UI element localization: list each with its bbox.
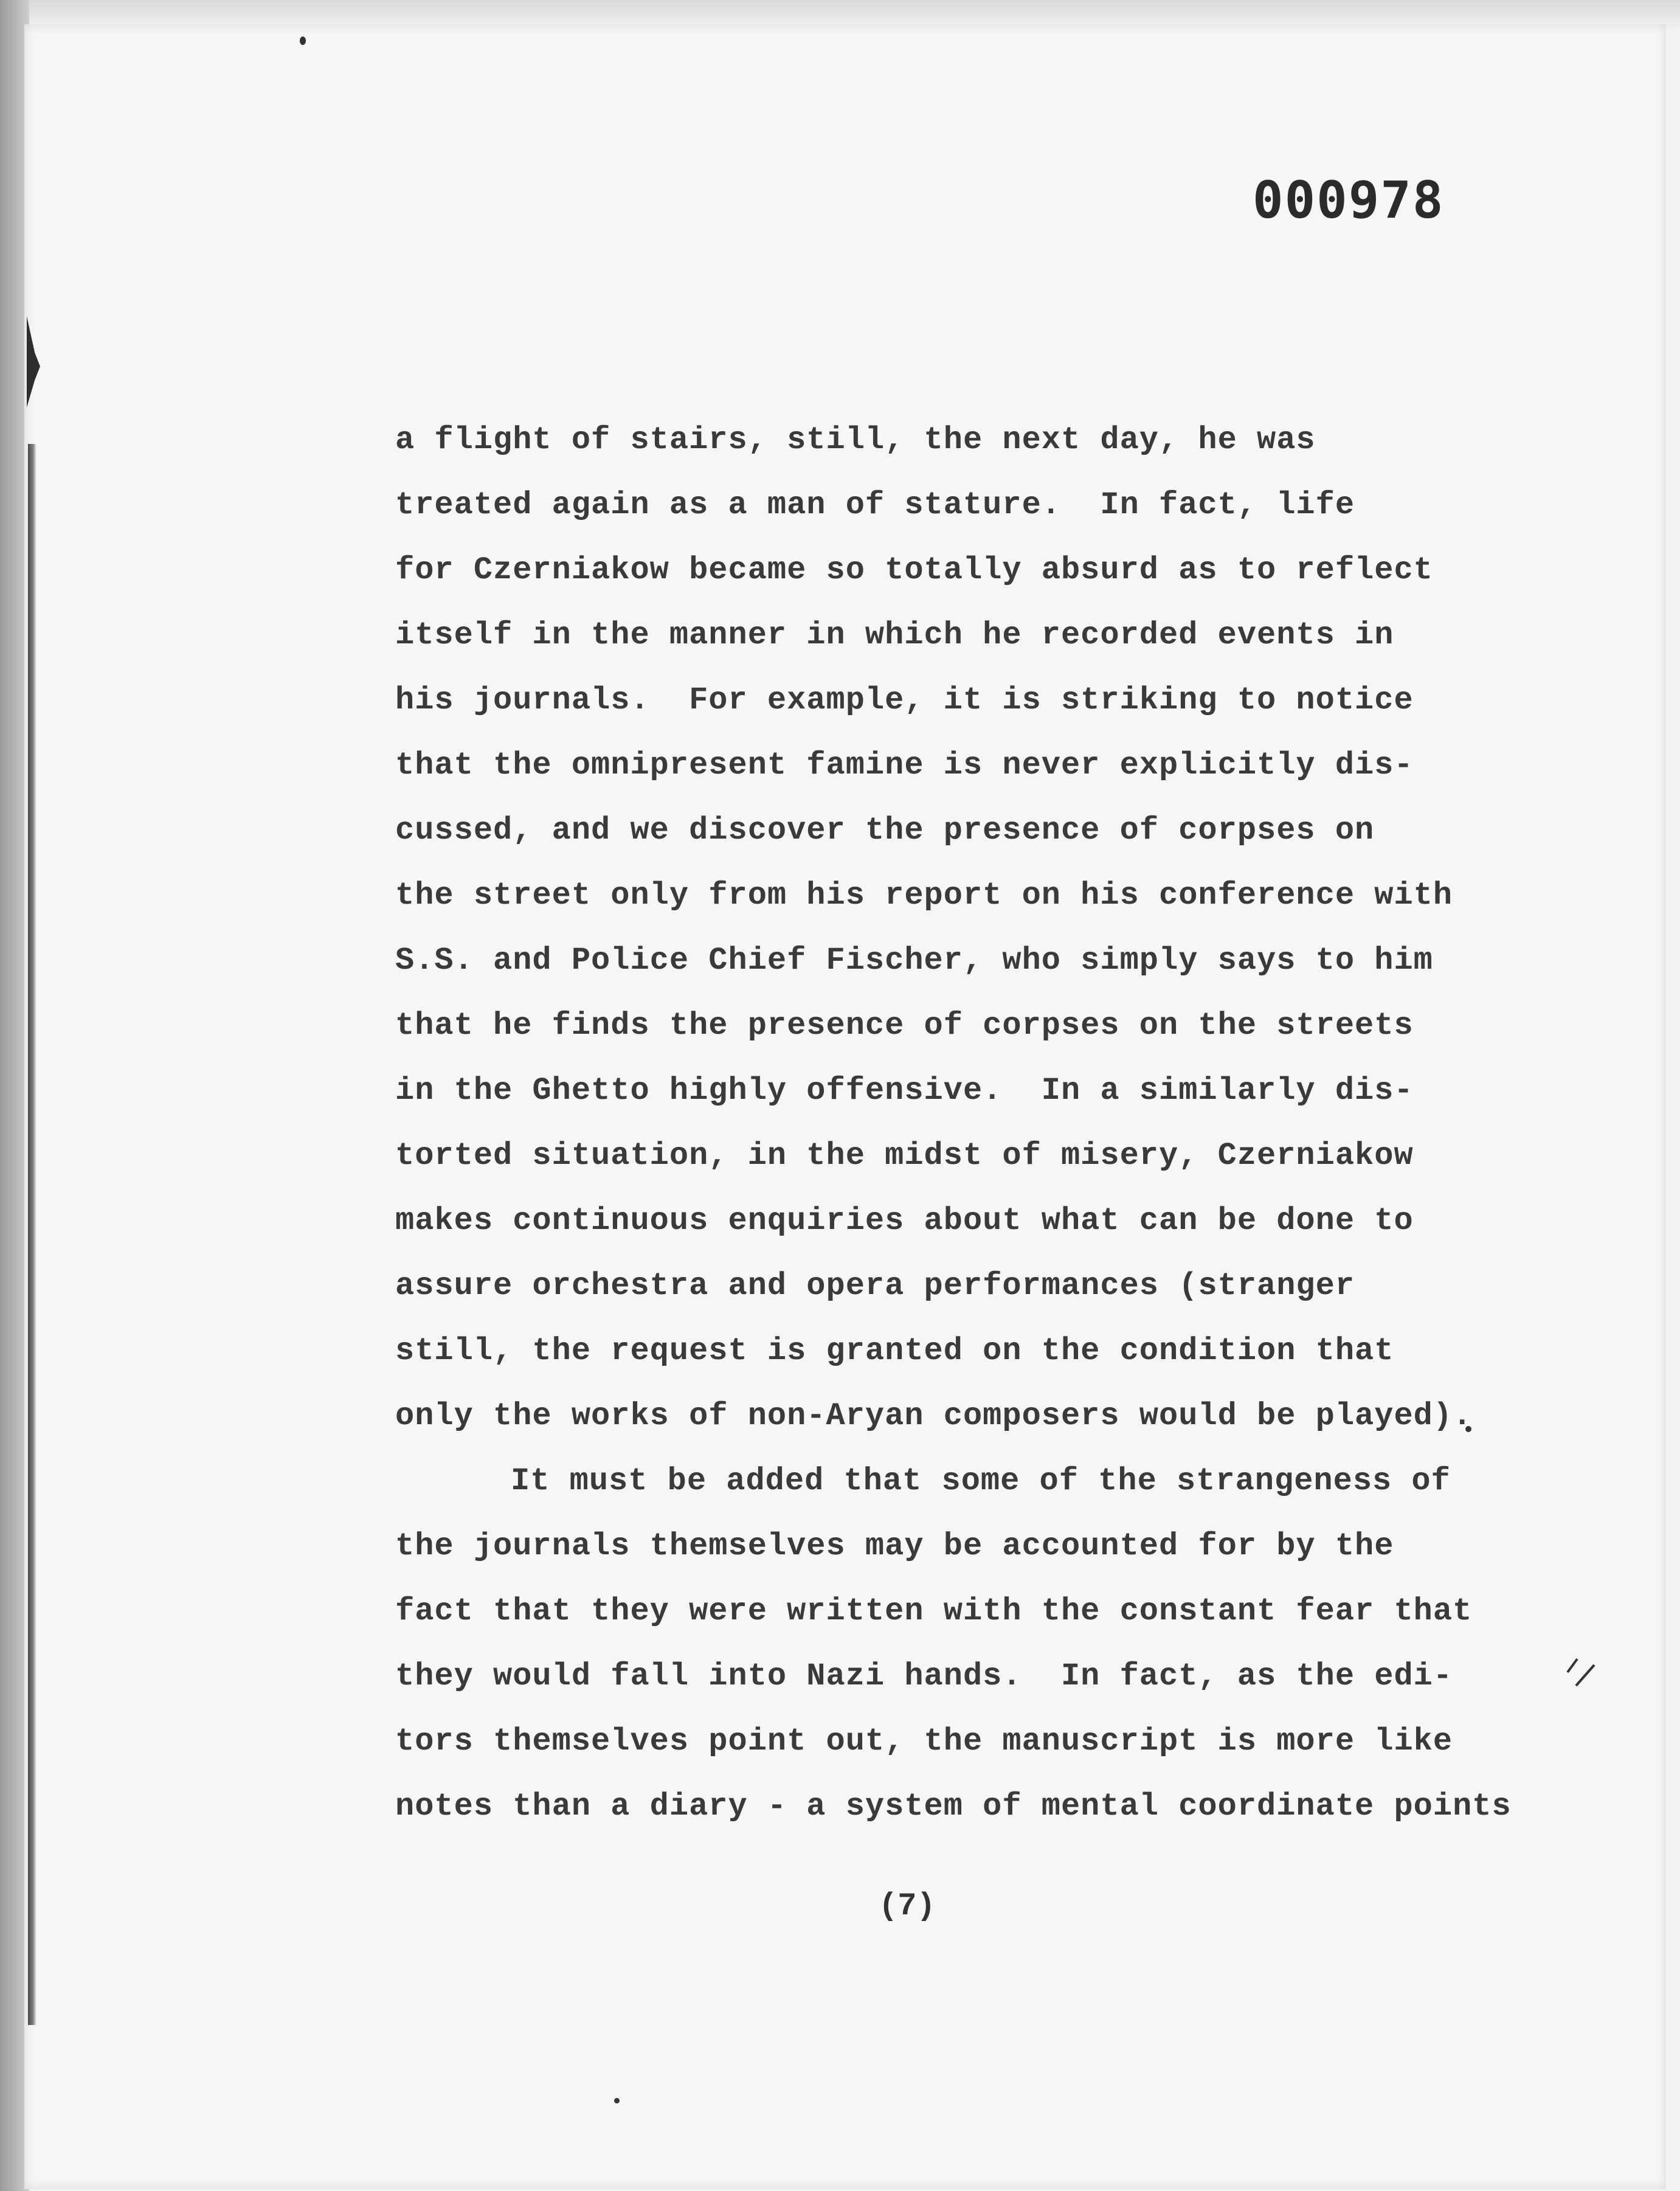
text-line: in the Ghetto highly offensive. In a similarly dis- <box>395 1073 1414 1109</box>
margin-slash-mark <box>1563 1654 1599 1691</box>
text-line: they would fall into Nazi hands. In fact, as the edi- <box>395 1658 1453 1694</box>
text-line: the journals themselves may be accounted for by the <box>395 1528 1394 1564</box>
text-line: still, the request is granted on the condition that <box>395 1333 1394 1369</box>
text-line: a flight of stairs, still, the next day, he was <box>395 422 1316 458</box>
text-line: cussed, and we discover the presence of corpses on <box>395 812 1375 848</box>
text-line: itself in the manner in which he recorded events in <box>395 617 1394 653</box>
text-line: makes continuous enquiries about what can be done to <box>395 1203 1414 1239</box>
document-number: 000978 <box>1253 170 1445 230</box>
text-line: notes than a diary - a system of mental coordinate points <box>395 1788 1512 1824</box>
ink-speck <box>300 36 306 45</box>
text-line: only the works of non-Aryan composers would be played). <box>395 1398 1473 1434</box>
text-line: the street only from his report on his conference with <box>395 877 1453 913</box>
text-line: S.S. and Police Chief Fischer, who simply says to him <box>395 943 1433 978</box>
paragraph-start-line: It must be added that some of the strangeness of <box>511 1463 1451 1499</box>
text-line: torted situation, in the midst of misery, Czerniakow <box>395 1138 1414 1174</box>
text-line: that the omnipresent famine is never explicitly dis- <box>395 747 1414 783</box>
text-line: tors themselves point out, the manuscript is more like <box>395 1723 1453 1759</box>
page-number: (7) <box>879 1888 936 1924</box>
text-line: his journals. For example, it is striking to notice <box>395 682 1414 718</box>
paper-left-edge <box>28 444 36 2025</box>
text-line: that he finds the presence of corpses on the streets <box>395 1008 1414 1044</box>
text-line: assure orchestra and opera performances (stranger <box>395 1268 1355 1304</box>
text-line: treated again as a man of stature. In fact, life <box>395 487 1355 523</box>
text-line: fact that they were written with the constant fear that <box>395 1593 1473 1629</box>
body-text <box>395 407 1611 1839</box>
ink-speck <box>614 2098 620 2103</box>
text-line: for Czerniakow became so totally absurd as to reflect <box>395 552 1433 588</box>
